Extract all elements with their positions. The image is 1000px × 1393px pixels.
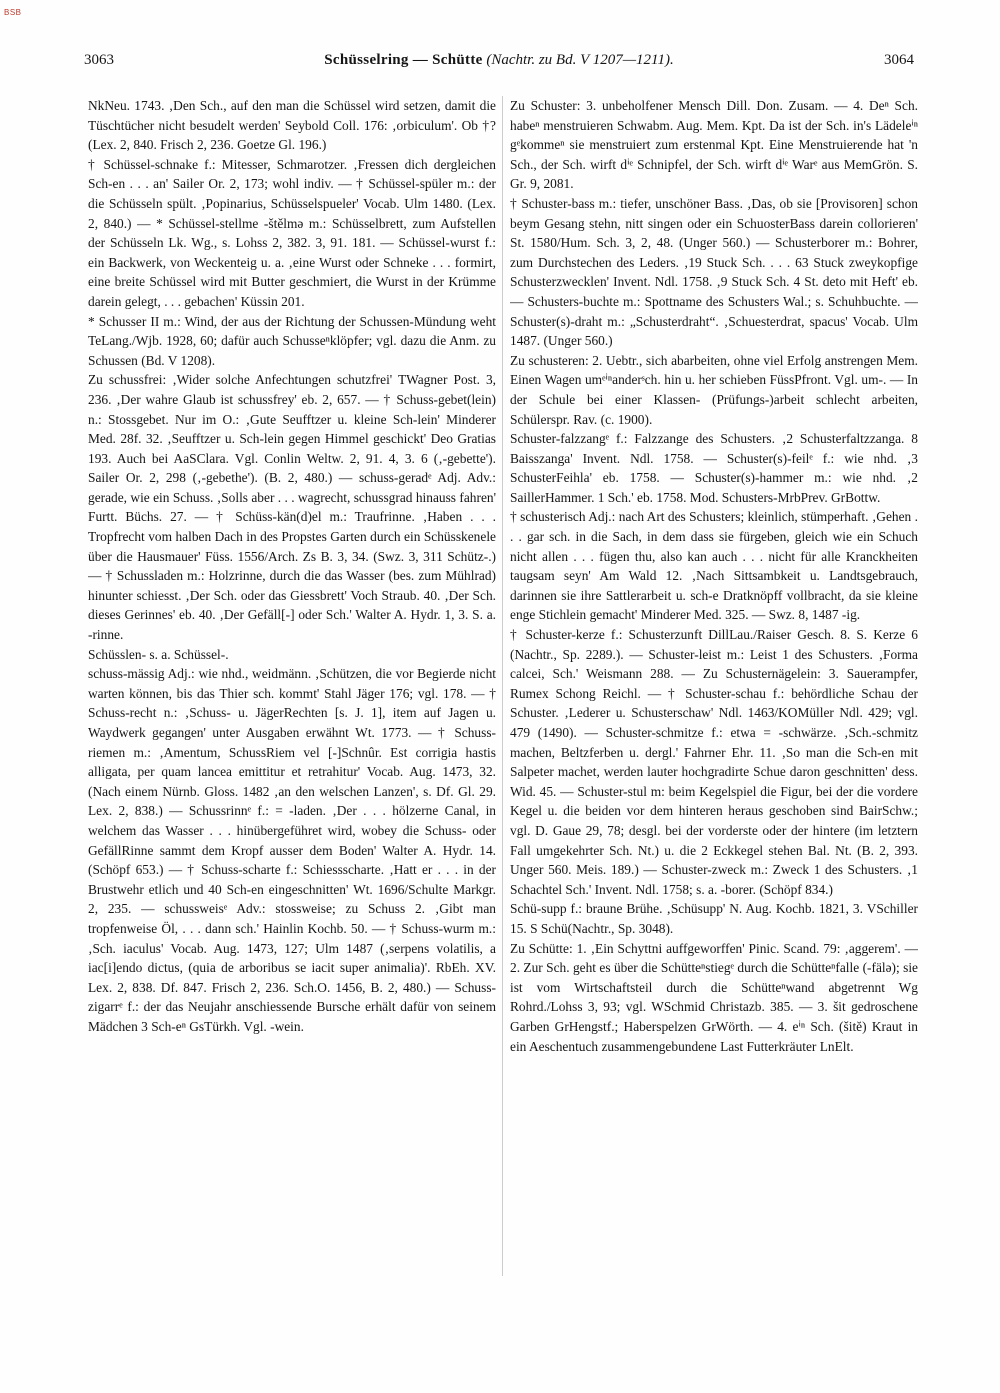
entry-paragraph: NkNeu. 1743. ‚Den Sch., auf den man die Schüssel wird setzen, damit die Tüschtücher nicht besudelt werden' Seybold Coll. 176: ‚orbiculum'. Ob †? (Lex. 2, 840. Frisch 2, 236. Goetze Gl. 196.) (88, 98, 496, 153)
page-number-right: 3064 (884, 52, 914, 68)
entry-paragraph: † schusterisch Adj.: nach Art des Schusters; kleinlich, stümperhaft. ‚Gehen . . . gar sch. in die Sach, in dem dass sie fürgeben, gleich wie ein Schuch nicht allen . . . fügen thu, also kan auch . . . nicht für alle Kranckheiten taugsam seyn' Am Wald 12. ‚Nach Sittsambkeit u. Landtsgebrauch, darinnen sie ihre Sattlerarbeit u. sch-e Dratknöpff vollbracht, da sie kleine enge Stichlein gemacht' Minderer Med. 325. — Swz. 8, 1487 -ig. (510, 509, 918, 623)
entry-paragraph: † Schuster-kerze f.: Schusterzunft DillLau./Raiser Gesch. 8. S. Kerze 6 (Nachtr., Sp. 2289.). — Schuster-leist m.: Leist 1 des Schusters. ‚Forma calcei, Sch.' Weismann 288. — Zu Schusternägelein: 3. Sauerampfer, Rumex Schong Reichl. — † Schuster-schau f.: behördliche Schau der Schuster. ‚Lederer u. Schusterschaw' Ndl. 1463/KOMüller Ndl. 429; vgl. 479 (1490). — Schuster-schmitze f.: etwa = -schwärze. ‚Sch.-schmitz machen, Beltzferben u. dergl.' Fahrner Ehr. 11. ‚So man die Sch-en mit Salpeter machet, werden lauter hochgradirte Schue daron geschnitten' dess. Wid. 45. — Schuster-stul m: beim Kegelspiel die Figur, bei der die vordere Kegel u. die beiden vor dem hinteren heraus geschoben sind BairSchw.; vgl. D. Gaue 29, 78; desgl. bei der vorderste oder der hintere (im letztern Fall umgekehrter Sch. Nt.) u. die 2 Eckkegel stehen Bal. Nt. (B. 2, 393. Unger 560. Meis. 189.) — Schuster-zweck m.: Zweck 1 des Schusters. ‚1 Schachtel Sch.' Invent. Ndl. 1758; s. a. -borer. (Schöpf 834.) (510, 627, 918, 897)
headword-range: Schüsselring — Schütte (324, 52, 483, 68)
entry-paragraph: † Schuster-bass m.: tiefer, unschöner Bass. ‚Das, ob sie [Provisoren] schon beym Gesang stehn, nitt singen oder ein SchuosterBass darein collorieren' St. 1580/Hum. Sch. 3, 2, 48. (Unger 560.) — Schusterborer m.: Bohrer, zum Durchstechen des Leders. ‚19 Stuck Sch. . . . 63 Stuck zweykopfige Schusterzwecklen' Invent. Ndl. 1758. ‚9 Stuck Sch. 4 St. deto mit Heft' eb. — Schusters-buchte m.: Spottname des Schusters Wal.; s. Schuhbuchte. — Schuster(s)-draht m.: „Schusterdraht“. ‚Schuesterdrat, spacus' Vocab. Ulm 1487. (Unger 560.) (510, 195, 918, 349)
entry-paragraph: Zu Schuster: 3. unbeholfener Mensch Dill. Don. Zusam. — 4. Deⁿ Sch. habeⁿ menstruieren Schwabm. Aug. Mem. Kpt. Da ist der Sch. in's Lädeleⁱⁿ gᵉkommeⁿ sie menstruiert zum erstenmal Kpt. Eine Menstruierende hat 'n Sch., der Sch. wirft dⁱᵉ Schnipfel, der Sch. wirft dⁱᵉ Warᵉ aus MemGrön. S. Gr. 9, 2081. (510, 98, 918, 192)
entry-paragraph: Zu Schütte: 1. ‚Ein Schyttni auffgeworffen' Pinic. Scand. 79: ‚aggerem'. — 2. Zur Sch. geht es über die Schütteⁿstiegᵉ durch die Schütteⁿfalle (-fälə); sie ist vom Wirtschaftsteil durch die Schütteⁿwand abgetrennt Wg Rohrd./Lohss 3, 93; vgl. WSchmid Christazb. 385. — 3. šit gedroschene Garben GrHengstf.; Haberspelzen GrWörth. — 4. eⁱⁿ Sch. (šitĕ) Kraut in ein Aeschentuch zusammengebundene Last Futterkräuter LnElt. (510, 940, 918, 1054)
entry-paragraph: Zu schusteren: 2. Uebtr., sich abarbeiten, ohne viel Erfolg anstrengen Mem. Einen Wagen umᵉⁱⁿanderˢch. hin u. her schieben FüssPfront. Vgl. um-. — In der Schule bei einer Klassen- (Prüfungs-)arbeit schlecht arbeiten, Schülerspr. Rav. (c. 1900). (510, 352, 918, 427)
entry-paragraph: Schüsslen- s. a. Schüssel-. (88, 646, 229, 662)
entry-paragraph: † Schüssel-schnake f.: Mitesser, Schmarotzer. ‚Fressen dich dergleichen Sch-en . . . an' Sailer Or. 2, 173; wohl indiv. — † Schüssel-spüler m.: der die Schüsseln spült. ‚Popinarius, Schüsselspueler' Vocab. Ulm 1480. (Lex. 2, 840.) — * Schüssel-stellme -štělmə m.: Schüsselbrett, zum Aufstellen der Schüsseln Lk. Wg., s. Lohss 2, 382. 3, 91. 181. — Schüssel-wurst f.: ein Backwerk, von Weckenteig u. a. ‚eine Wurst oder Schneke . . . formirt, eine breite Schüssel wird mit Butter geschmiert, die Wurst in der Krümme darein gelegt, . . . gebachen' Küssin 201. (88, 156, 496, 309)
library-stamp: BSB (4, 8, 22, 17)
entry-paragraph: Schü-supp f.: braune Brühe. ‚Schüsupp' N. Aug. Kochb. 1821, 3. VSchiller 15. S Schü(Nachtr., Sp. 3048). (510, 901, 918, 936)
entry-paragraph: Zu schussfrei: ‚Wider solche Anfechtungen schutzfrei' TWagner Post. 3, 236. ‚Der wahre Glaub ist schussfrey' eb. 2, 657. — † Schuss-gebet(lein) n.: Stossgebet. Nur im O.: ‚Gute Seufftzer u. kleine Sch-lein' Minderer Med. 28f. 32. ‚Seufftzer u. Sch-lein gegen Himmel geschickt' Deo Gratias 193. Auch bei AaSClara. Vgl. Conlin Weltw. 2, 91. 4, 3. 6 (‚-gebette'). Sailer Or. 2, 298 (‚-gebethe'). (B. 2, 480.) — schuss-geradᵉ Adj. Adv.: gerade, wie ein Schuss. ‚Solls aber . . . wagrecht, schussgrad hinauss fahren' Furtt. Büchs. 27. — † Schüss-kän(d)el m.: Traufrinne. ‚Haben . . . Tropfrecht vom halben Dach in des Propstes Garten durch ein Schüsskenele über die Hausmauer' Füss. 1556/Arch. Zs B. 3, 34. (Swz. 3, 311 Schütz-.) — † Schussladen m.: Holzrinne, durch die das Wasser (bes. zum Mühlrad) hinunter schiesst. ‚Der Sch. oder das Giessbrett' Voch Straub. 40. ‚Der Sch. dieses Gerinnes' eb. 40. ‚Der Gefäll[-] oder Sch.' Walter A. Hydr. 1, 3. S. a. -rinne. (88, 372, 496, 643)
dictionary-columns (88, 96, 918, 1296)
entry-paragraph: Schuster-falzzangᵉ f.: Falzzange des Schusters. ‚2 Schusterfaltzzanga. 8 Baisszanga' Invent. Ndl. 1758. — Schuster(s)-feilᵉ f.: wie nhd. ‚3 SchusterFeihla' eb. 1758. — Schuster(s)-hammer m.: wie nhd. ‚2 SaillerHammer. 1 Sch.' eb. 1758. Mod. Schusters-MrbPrev. GrBottw. (510, 431, 918, 505)
entry-paragraph: * Schusser II m.: Wind, der aus der Richtung der Schussen-Mündung weht TeLang./Wjb. 1928, 60; dafür auch Schusseⁿklöpfer; vgl. dazu die Anm. zu Schussen (Bd. V 1208). (88, 313, 496, 368)
right-column (510, 96, 918, 1296)
volume-reference: (Nachtr. zu Bd. V 1207—1211). (486, 52, 674, 68)
column-divider (502, 96, 503, 1276)
page-number-left: 3063 (84, 52, 114, 68)
running-title (84, 52, 914, 69)
left-column (88, 96, 496, 1296)
entry-paragraph: schuss-mässig Adj.: wie nhd., weidmänn. ‚Schützen, die vor Begierde nicht warten können, bis das Thier sch. kommt' Stahl Jäger 176; vgl. 178. — † Schuss-recht n.: ‚Schuss- u. JägerRechten [s. J. 1], item auf Jagen u. Waydwerk gegangen' unter Ausgaben erwähnt Wt. 1773. — † Schuss-riemen m.: ‚Amentum, SchussRiem vel [-]Schnûr. Est corrigia hastis alligata, per quam lancea emittitur et retrahitur' Vocab. Aug. 1473, 32. (Nach einem Nürnb. Gloss. 1482 ‚an den welschen Lanzen', s. Df. Gl. 29. Lex. 2, 838.) — Schussrinnᵉ f.: = -laden. ‚Der . . . hölzerne Canal, in welchem das Wasser . . . hinübergeführet wird, wobey die Schuss- oder GefällRinne sammt dem Kropf ausser dem Boden' Walter A. Hydr. 14. (Schöpf 653.) — † Schuss-scharte f.: Schiessscharte. ‚Hatt er . . . in der Brustwehr etlich und 40 Sch-en eingeschnitten' Wt. 1696/Schulte Markgr. 2, 235. — schussweisᵉ Adv.: stossweise; zu Schuss 2. ‚Gibt man tropfenweise Öl, . . . dann sch.' Hainlin Kochb. 50. — † Schuss-wurm m.: ‚Sch. iaculus' Vocab. Aug. 1473, 127; Ulm 1487 (‚serpens volatilis, a iac[i]endo dictus, (quia de arboribus se iacit super animalia)'. RbEh. XV. Lex. 2, 838. Df. 847. Frisch 2, 236. Sch.O. 1456, B. 2, 480.) — Schuss-zigarrᵉ f.: der das Neujahr anschiessende Bursche erhält dafür von seinem Mädchen 3 Sch-eⁿ GsTürkh. Vgl. -wein. (88, 666, 496, 1034)
page-header (84, 52, 914, 74)
